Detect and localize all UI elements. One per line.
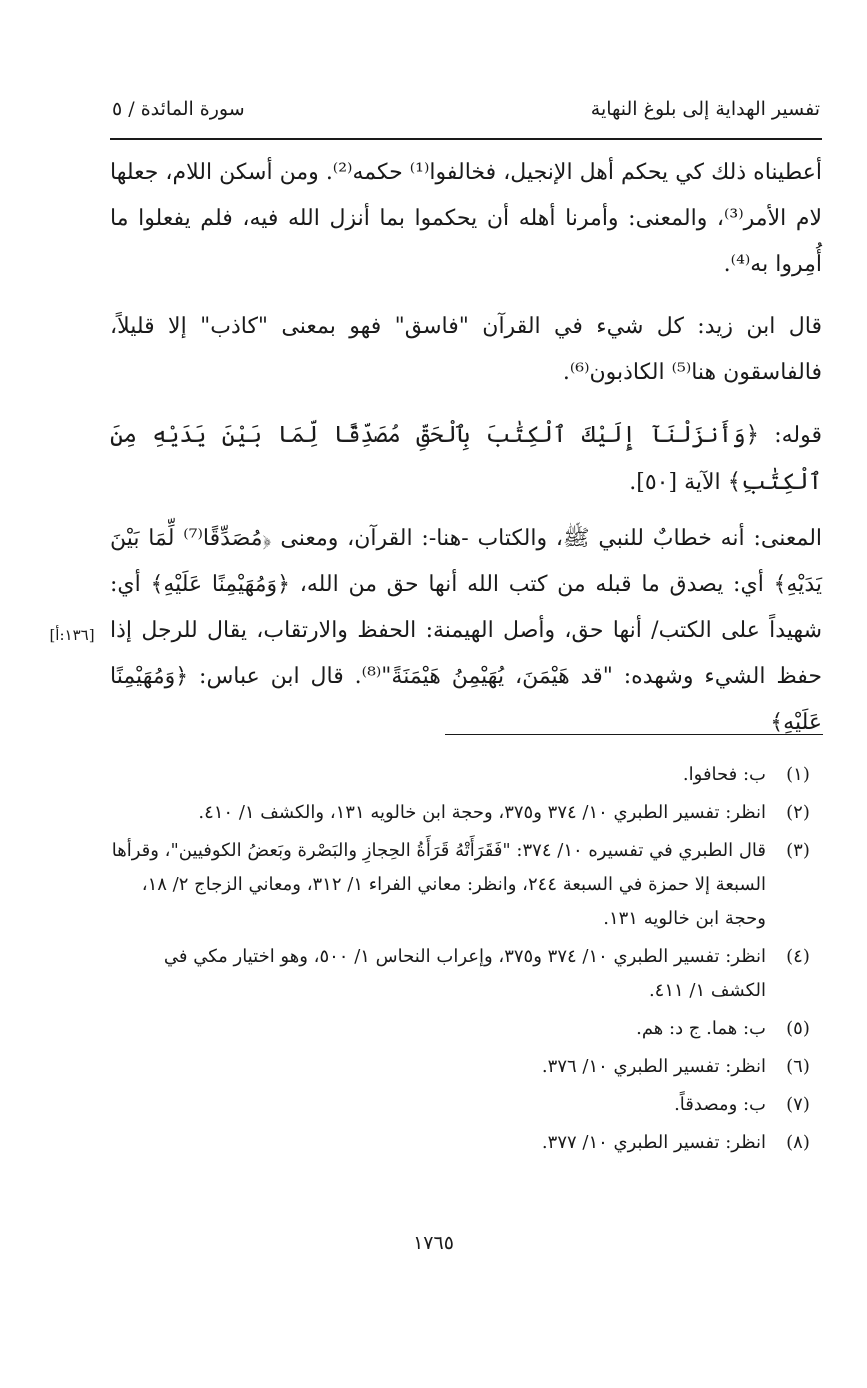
footnote-rule [445,734,823,735]
footnote-number: (٥) [786,1018,810,1039]
footnotes [110,758,822,1164]
footnote-text: ب: ومصدقاً. [674,1094,766,1115]
footnote [110,796,822,830]
main-text [110,150,822,762]
surah-title: سورة المائدة / ٥ [112,98,245,120]
quran-verse: ﴿وَأَنزَلْنَآ إِلَيْكَ ٱلْكِتَٰبَ بِٱلْحَقِّ مُصَدِّقًا لِّمَا بَيْنَ يَدَيْهِ مِنَ ٱلْكِتَٰبِ﴾ [110,422,822,495]
footnote [110,1088,822,1122]
margin-manuscript-ref: [١٣٦:أ] [49,626,95,644]
paragraph-2: قال ابن زيد: كل شيء في القرآن "فاسق" فهو بمعنى "كاذب" إلا قليلاً، فالفاسقون هنا⁽⁵⁾ الكاذبون⁽⁶⁾. [110,314,822,385]
verse-reference: الآية [٥٠]. [629,470,721,495]
paragraph-3: المعنى: أنه خطابٌ للنبي ﷺ، والكتاب -هنا-: القرآن، ومعنى ﴿مُصَدِّقًا⁽⁷⁾ لِّمَا بَيْنَ يَدَيْهِ﴾ أي: يصدق ما قبله من كتب الله أنها حق من الله، ﴿وَمُهَيْمِنًا عَلَيْهِ﴾ أي: شهيداً على الكتب/ أنها حق، وأصل الهيمنة: الحفظ والارتقاب، يقال للرجل إذا حفظ الشيء وشهده: "قد هَيْمَنَ، يُهَيْمِنُ هَيْمَنَةً"⁽⁸⁾. قال ابن عباس: ﴿وَمُهَيْمِنًا عَلَيْهِ﴾ [110,526,823,735]
footnote [110,834,822,936]
footnote-text: قال الطبري في تفسيره ١٠/ ٣٧٤: "فَقَرَأَتْهُ قَرَأَةُ الحِجازِ والبَصْرة وبَعضُ الكوفيين"، وقرأها السبعة إلا حمزة في السبعة ٢٤٤، وانظر: معاني الفراء ١/ ٣١٢، ومعاني الزجاج ٢/ ١٨، وحجة ابن خالويه ١٣١. [111,840,766,929]
footnote-number: (٧) [786,1094,810,1115]
footnote-text: انظر: تفسير الطبري ١٠/ ٣٧٧. [541,1132,766,1153]
footnote [110,940,822,1008]
footnote-number: (٦) [786,1056,810,1077]
footnote [110,1050,822,1084]
page-number: ١٧٦٥ [413,1232,454,1254]
footnote-number: (٢) [786,802,810,823]
footnote-number: (٤) [786,946,810,967]
footnote-number: (٨) [786,1132,810,1153]
footnote-text: انظر: تفسير الطبري ١٠/ ٣٧٦. [541,1056,766,1077]
footnote [110,1012,822,1046]
footnote [110,1126,822,1160]
footnote-text: ب: فحافوا. [682,764,766,785]
footnote-text: انظر: تفسير الطبري ١٠/ ٣٧٤ و٣٧٥، وإعراب النحاس ١/ ٥٠٠، وهو اختيار مكي في الكشف ١/ ٤١١. [163,946,766,1001]
header-rule [110,138,822,140]
running-head [112,98,820,130]
footnote-text: ب: هما. ج د: هم. [636,1018,766,1039]
verse-intro: قوله: [774,423,822,448]
paragraph-1: أعطيناه ذلك كي يحكم أهل الإنجيل، فخالفوا⁽¹⁾ حكمه⁽²⁾. ومن أسكن اللام، جعلها لام الأمر⁽³⁾، والمعنى: وأمرنا أهله أن يحكموا بما أنزل الله فيه، فلم يفعلوا ما أُمِروا به⁽⁴⁾. [110,160,822,277]
footnote-number: (٣) [786,840,810,861]
footnote [110,758,822,792]
verse-paragraph [110,412,822,506]
footnote-number: (١) [786,764,810,785]
footnote-text: انظر: تفسير الطبري ١٠/ ٣٧٤ و٣٧٥، وحجة ابن خالويه ١٣١، والكشف ١/ ٤١٠. [198,802,766,823]
book-title: تفسير الهداية إلى بلوغ النهاية [590,98,820,120]
